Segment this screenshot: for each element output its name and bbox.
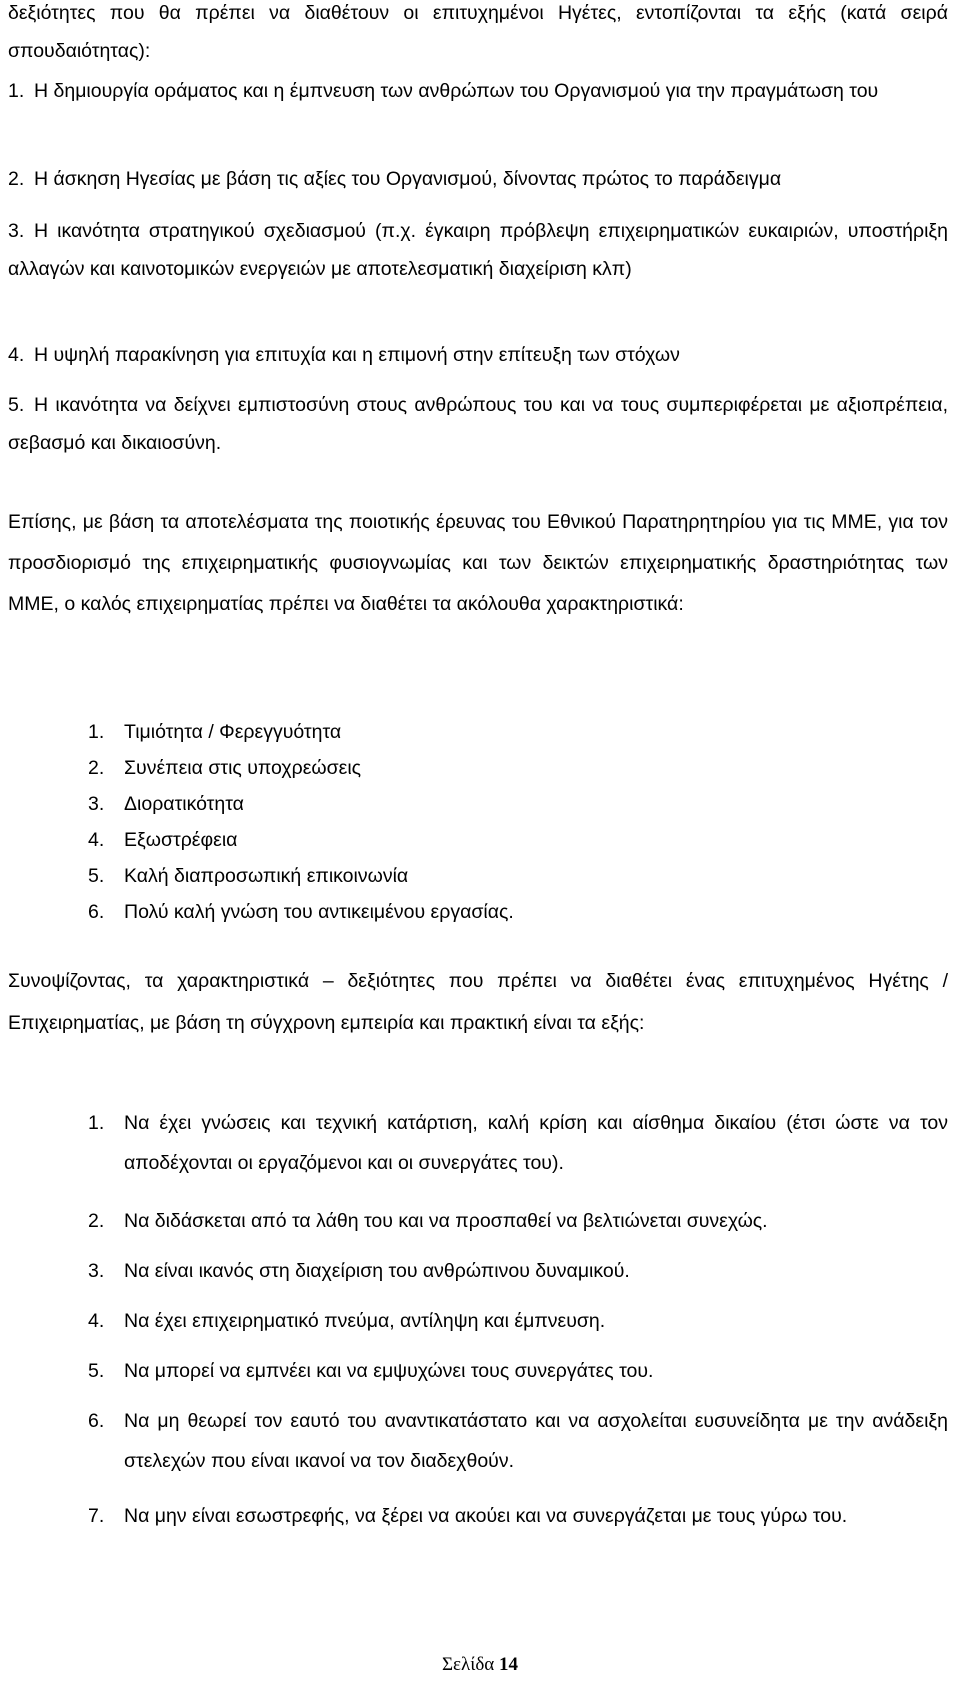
list-item-text: Να διδάσκεται από τα λάθη του και να προσπαθεί να βελτιώνεται συνεχώς. (124, 1210, 768, 1232)
list-item (8, 386, 948, 462)
list-number: 3. (88, 1260, 105, 1282)
list-item (8, 212, 948, 288)
page-footer (0, 1654, 960, 1676)
list-item (88, 1496, 948, 1536)
list-item-text: Να έχει γνώσεις και τεχνική κατάρτιση, καλή κρίση και αίσθημα δικαίου (έτσι ώστε να τον αποδέχονται οι εργαζόμενοι και οι συνεργάτες του). (124, 1112, 948, 1174)
list-item-text: Εξωστρέφεια (124, 829, 238, 851)
list-item (88, 1351, 948, 1391)
list-item (88, 1401, 948, 1481)
list-item (88, 824, 688, 856)
list-item (88, 1301, 948, 1341)
list-number: 4. (88, 1310, 105, 1332)
list-number: 6. (88, 1410, 105, 1432)
list-item (8, 160, 948, 198)
list-item (88, 1201, 948, 1241)
list-item-text: Η δημιουργία οράματος και η έμπνευση των ανθρώπων του Οργανισμού για την πραγμάτωση του (34, 80, 879, 102)
list-item (88, 896, 688, 928)
list-item-text: Να μην είναι εσωστρεφής, να ξέρει να ακούει και να συνεργάζεται με τους γύρω του. (124, 1505, 848, 1527)
list-number: 2. (88, 1210, 105, 1232)
list-number: 5. (88, 1360, 105, 1382)
list-number: 5. (88, 865, 105, 887)
list-item-text: Καλή διαπροσωπική επικοινωνία (124, 865, 409, 887)
list-number: 1. (88, 721, 105, 743)
list-number: 4. (8, 344, 25, 366)
page-label: Σελίδα (441, 1654, 495, 1675)
list-item-text: Να μη θεωρεί τον εαυτό του αναντικατάστατο και να ασχολείται ευσυνείδητα με την ανάδειξη στελεχών που είναι ικανοί να τον διαδεχθούν. (124, 1410, 948, 1472)
list-number: 6. (88, 901, 105, 923)
list-item (88, 788, 688, 820)
list-item (8, 72, 948, 110)
list-item-text: Συνέπεια στις υποχρεώσεις (124, 757, 362, 779)
list-number: 3. (8, 220, 25, 242)
list-item-text: Η υψηλή παρακίνηση για επιτυχία και η επιμονή στην επίτευξη των στόχων (34, 344, 680, 366)
list-number: 7. (88, 1505, 105, 1527)
list-item-text: Η άσκηση Ηγεσίας με βάση τις αξίες του Οργανισμού, δίνοντας πρώτος το παράδειγμα (34, 168, 782, 190)
list-item (88, 1251, 948, 1291)
list-item-text: Να είναι ικανός στη διαχείριση του ανθρώπινου δυναμικού. (124, 1260, 630, 1282)
list-number: 4. (88, 829, 105, 851)
list-item-text: Διορατικότητα (124, 793, 244, 815)
list-number: 1. (88, 1112, 105, 1134)
list-item (88, 860, 688, 892)
list-item-text: Η ικανότητα να δείχνει εμπιστοσύνη στους ανθρώπους του και να τους συμπεριφέρεται με αξιοπρέπεια, σεβασμό και δικαιοσύνη. (8, 394, 948, 454)
list-item-text: Πολύ καλή γνώση του αντικειμένου εργασίας. (124, 901, 514, 923)
list-number: 2. (88, 757, 105, 779)
list-item (88, 1103, 948, 1183)
list-number: 1. (8, 80, 25, 102)
list-item-text: Να μπορεί να εμπνέει και να εμψυχώνει τους συνεργάτες του. (124, 1360, 654, 1382)
summary-paragraph: Συνοψίζοντας, τα χαρακτηριστικά – δεξιότητες που πρέπει να διαθέτει ένας επιτυχημένος Ηγέτης / Επιχειρηματίας, με βάση τη σύγχρονη εμπειρία και πρακτική είναι τα εξής: (8, 970, 948, 1034)
list-number: 5. (8, 394, 25, 416)
intro-paragraph: δεξιότητες που θα πρέπει να διαθέτουν οι επιτυχημένοι Ηγέτες, εντοπίζονται τα εξής (κατά σειρά σπουδαιότητας): (8, 2, 948, 62)
list-item (88, 752, 688, 784)
list-number: 2. (8, 168, 25, 190)
list-item (88, 716, 688, 748)
page-number: 14 (499, 1654, 519, 1675)
list-item-text: Να έχει επιχειρηματικό πνεύμα, αντίληψη και έμπνευση. (124, 1310, 606, 1332)
research-paragraph: Επίσης, με βάση τα αποτελέσματα της ποιοτικής έρευνας του Εθνικού Παρατηρητηρίου για τις ΜΜΕ, για τον προσδιορισμό της επιχειρηματικής φυσιογνωμίας και των δεικτών επιχειρηματικής δραστηριότητας των ΜΜΕ, ο καλός επιχειρηματίας πρέπει να διαθέτει τα ακόλουθα χαρακτηριστικά: (8, 511, 948, 615)
list-item-text: Τιμιότητα / Φερεγγυότητα (124, 721, 342, 743)
list-item (8, 336, 948, 374)
list-item-text: Η ικανότητα στρατηγικού σχεδιασμού (π.χ. έγκαιρη πρόβλεψη επιχειρηματικών ευκαιριών, υποστήριξη αλλαγών και καινοτομικών ενεργειών με αποτελεσματική διαχείριση κλπ) (8, 220, 948, 280)
list-number: 3. (88, 793, 105, 815)
